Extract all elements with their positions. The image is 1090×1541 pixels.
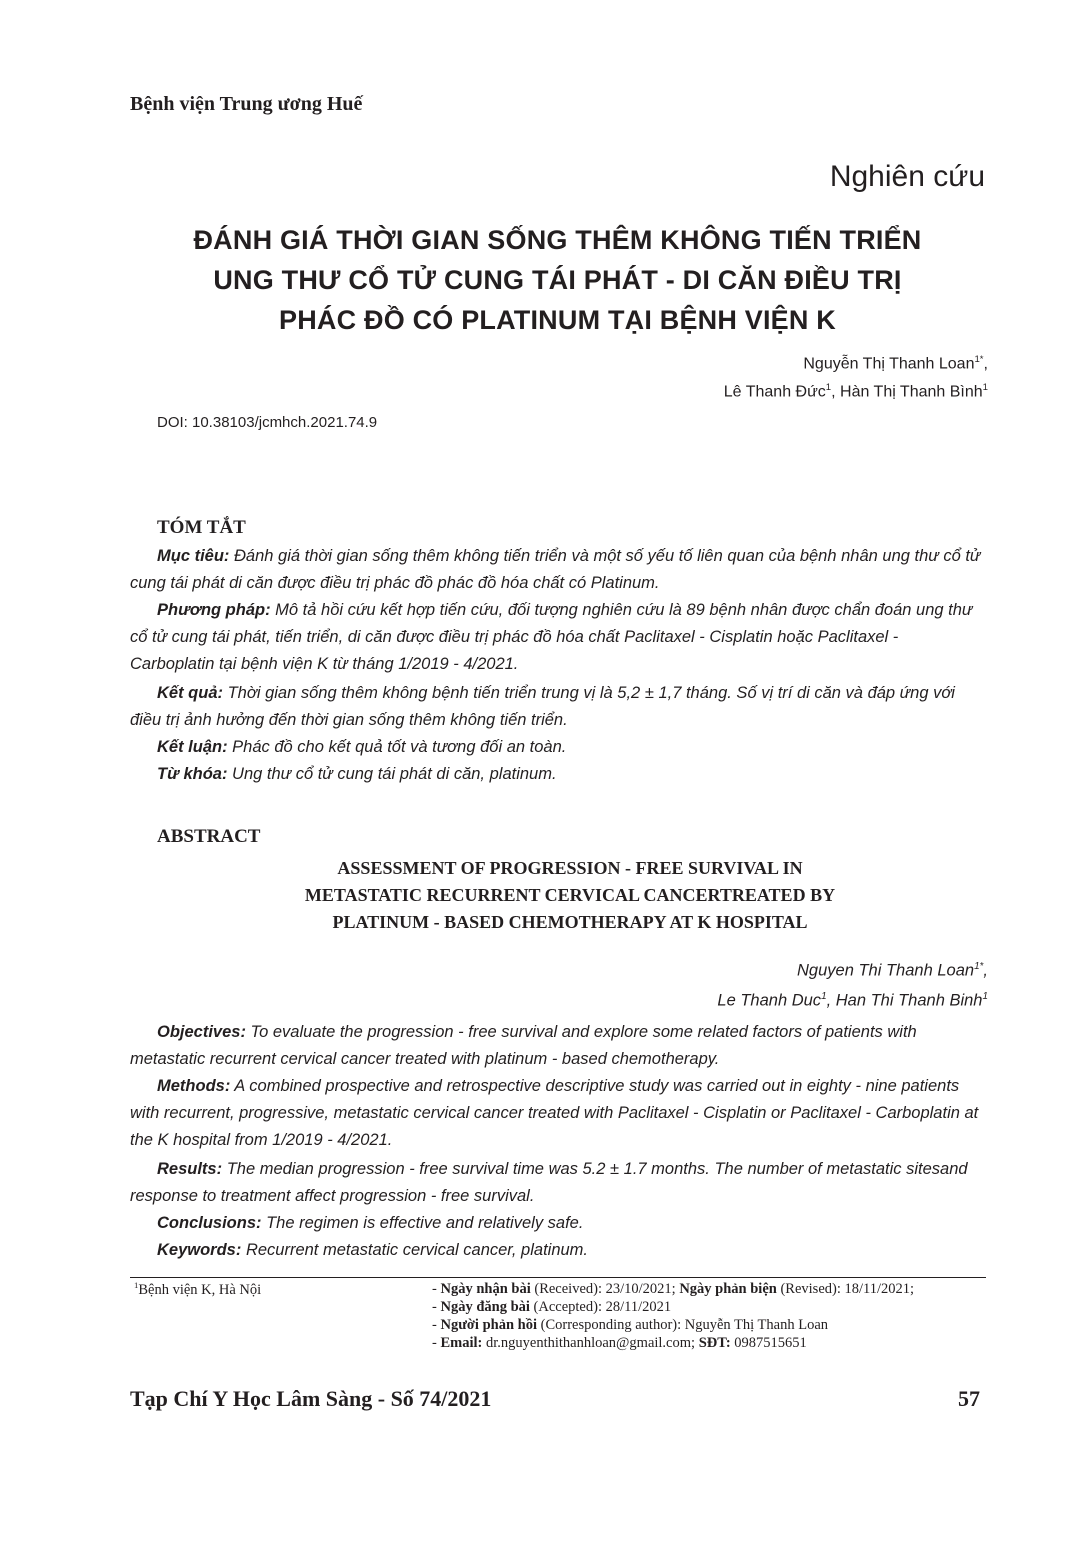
footnote-dates <box>432 1280 914 1352</box>
abstract-conclusions <box>130 1210 986 1237</box>
para-text: Recurrent metastatic cervical cancer, platinum. <box>241 1241 588 1259</box>
authors-english <box>717 954 988 1013</box>
list-dash: - <box>432 1299 441 1315</box>
author-affiliation-mark: 1 <box>982 990 988 1002</box>
title-line: UNG THƯ CỔ TỬ CUNG TÁI PHÁT - DI CĂN ĐIỀU TRỊ <box>213 265 902 295</box>
footnote-text: (Accepted): 28/11/2021 <box>529 1299 672 1315</box>
footnote-label: Email: <box>440 1335 483 1351</box>
list-dash: - <box>432 1317 441 1333</box>
authors-vietnamese <box>724 348 988 405</box>
author-name: Nguyễn Thị Thanh Loan <box>803 355 975 373</box>
author-affiliation-mark: 1* <box>974 354 984 365</box>
author-separator: , <box>826 991 836 1009</box>
para-label: Kết quả: <box>157 684 223 702</box>
para-text: A combined prospective and retrospective descriptive study was carried out in eighty - nine patients with recurrent, progressive, metastatic cervical cancer treated with Paclitaxel - Cisplatin or Paclitaxel - Carboplatin at the K hospital from 1/2019 - 4/2021. <box>130 1077 979 1149</box>
author-affiliation-mark: 1 <box>821 990 827 1002</box>
para-text: Thời gian sống thêm không bệnh tiến triển trung vị là 5,2 ± 1,7 tháng. Số vị trí di căn và đáp ứng với điều trị ảnh hưởng đến thời gian sống thêm không tiến triển. <box>130 684 955 729</box>
para-text: Mô tả hồi cứu kết hợp tiến cứu, đối tượng nghiên cứu là 89 bệnh nhân được chẩn đoán ung thư cổ tử cung tái phát, tiến triển, di căn được điều trị phác đồ hóa chất Paclitaxel - Cisplatin hoặc Paclitaxel - Carboplatin tại bệnh viện K từ tháng 1/2019 - 4/2021. <box>130 601 973 673</box>
list-dash: - <box>432 1281 441 1297</box>
para-label: Kết luận: <box>157 738 228 756</box>
para-label: Mục tiêu: <box>157 547 230 565</box>
author-separator: , <box>983 355 988 373</box>
english-title <box>180 855 960 936</box>
footnote-text: (Received): 23/10/2021; <box>530 1281 680 1297</box>
affiliation-text: Bệnh viện K, Hà Nội <box>138 1281 262 1298</box>
english-title-line: ASSESSMENT OF PROGRESSION - FREE SURVIVAL IN <box>337 858 803 878</box>
author-affiliation-mark: 1 <box>982 382 988 394</box>
para-label: Phương pháp: <box>157 601 271 619</box>
para-text: Đánh giá thời gian sống thêm không tiến triển và một số yếu tố liên quan của bệnh nhân ung thư cổ tử cung tái phát di căn được điều trị phác đồ phác đồ hóa chất có Platinum. <box>130 547 981 592</box>
footnote-contact-line <box>432 1334 914 1352</box>
article-title <box>120 220 995 340</box>
abstract-methods <box>130 1073 986 1154</box>
section-label: Nghiên cứu <box>829 160 985 193</box>
affiliation-mark: 1 <box>134 1280 139 1290</box>
author-affiliation-mark: 1* <box>974 961 984 972</box>
title-line: PHÁC ĐỒ CÓ PLATINUM TẠI BỆNH VIỆN K <box>278 305 836 335</box>
para-text: The median progression - free survival time was 5.2 ± 1.7 months. The number of metastatic sitesand response to treatment affect progression - free survival. <box>130 1160 968 1205</box>
para-label: Methods: <box>157 1077 231 1095</box>
para-label: Keywords: <box>157 1241 242 1259</box>
para-text: Ung thư cổ tử cung tái phát di căn, platinum. <box>227 765 557 783</box>
author-name: Nguyen Thi Thanh Loan <box>797 961 975 980</box>
list-dash: - <box>432 1335 441 1351</box>
summary-conclusion <box>130 734 986 761</box>
journal-footer: Tạp Chí Y Học Lâm Sàng - Số 74/2021 <box>130 1386 492 1411</box>
footnote-text: (Revised): 18/11/2021; <box>776 1281 915 1297</box>
footnote-corresponding-line <box>432 1316 914 1334</box>
author-name: Hàn Thị Thanh Bình <box>840 383 983 401</box>
title-line: ĐÁNH GIÁ THỜI GIAN SỐNG THÊM KHÔNG TIẾN TRIỂN <box>193 225 922 255</box>
footnote-label: Ngày nhận bài <box>440 1281 531 1297</box>
para-label: Objectives: <box>157 1023 246 1041</box>
footnote-affiliation <box>134 1280 261 1299</box>
summary-method <box>130 597 986 678</box>
summary-objective <box>130 543 986 597</box>
footnote-label: SĐT: <box>698 1335 731 1351</box>
english-title-line: METASTATIC RECURRENT CERVICAL CANCERTREATED BY <box>304 885 836 905</box>
doi-link[interactable]: DOI: 10.38103/jcmhch.2021.74.9 <box>157 414 378 431</box>
para-label: Conclusions: <box>157 1214 262 1232</box>
abstract-objectives <box>130 1019 986 1073</box>
footnote-divider <box>130 1277 986 1278</box>
footnote-label: Người phản hồi <box>440 1317 537 1333</box>
abstract-keywords <box>130 1237 986 1264</box>
english-title-line: PLATINUM - BASED CHEMOTHERAPY AT K HOSPITAL <box>332 912 808 932</box>
summary-result <box>130 680 986 734</box>
author-name: Han Thi Thanh Binh <box>835 991 983 1009</box>
footnote-received-line <box>432 1280 914 1298</box>
footnote-text: (Corresponding author): Nguyễn Thị Thanh Loan <box>536 1317 829 1333</box>
footnote-label: Ngày đăng bài <box>440 1299 530 1315</box>
email-link[interactable]: dr.nguyenthithanhloan@gmail.com; <box>482 1335 699 1351</box>
author-name: Lê Thanh Đức <box>723 383 826 401</box>
author-separator: , <box>831 383 841 401</box>
page-number: 57 <box>958 1386 980 1411</box>
para-text: To evaluate the progression - free survival and explore some related factors of patients with metastatic recurrent cervical cancer treated with platinum - based chemotherapy. <box>130 1023 917 1068</box>
para-text: The regimen is effective and relatively safe. <box>261 1214 584 1232</box>
summary-heading: TÓM TẮT <box>157 517 246 538</box>
author-name: Le Thanh Duc <box>717 991 822 1009</box>
footnote-label: Ngày phản biện <box>679 1281 777 1297</box>
para-label: Results: <box>157 1160 223 1178</box>
abstract-heading: ABSTRACT <box>157 826 261 847</box>
para-text: Phác đồ cho kết quả tốt và tương đối an toàn. <box>227 738 567 756</box>
footnote-accepted-line <box>432 1298 914 1316</box>
abstract-results <box>130 1156 986 1210</box>
para-label: Từ khóa: <box>157 765 228 783</box>
summary-keywords <box>130 761 986 788</box>
running-header-institution: Bệnh viện Trung ương Huế <box>130 93 363 115</box>
phone-number: 0987515651 <box>730 1335 807 1351</box>
author-affiliation-mark: 1 <box>825 382 832 394</box>
author-separator: , <box>983 961 988 980</box>
